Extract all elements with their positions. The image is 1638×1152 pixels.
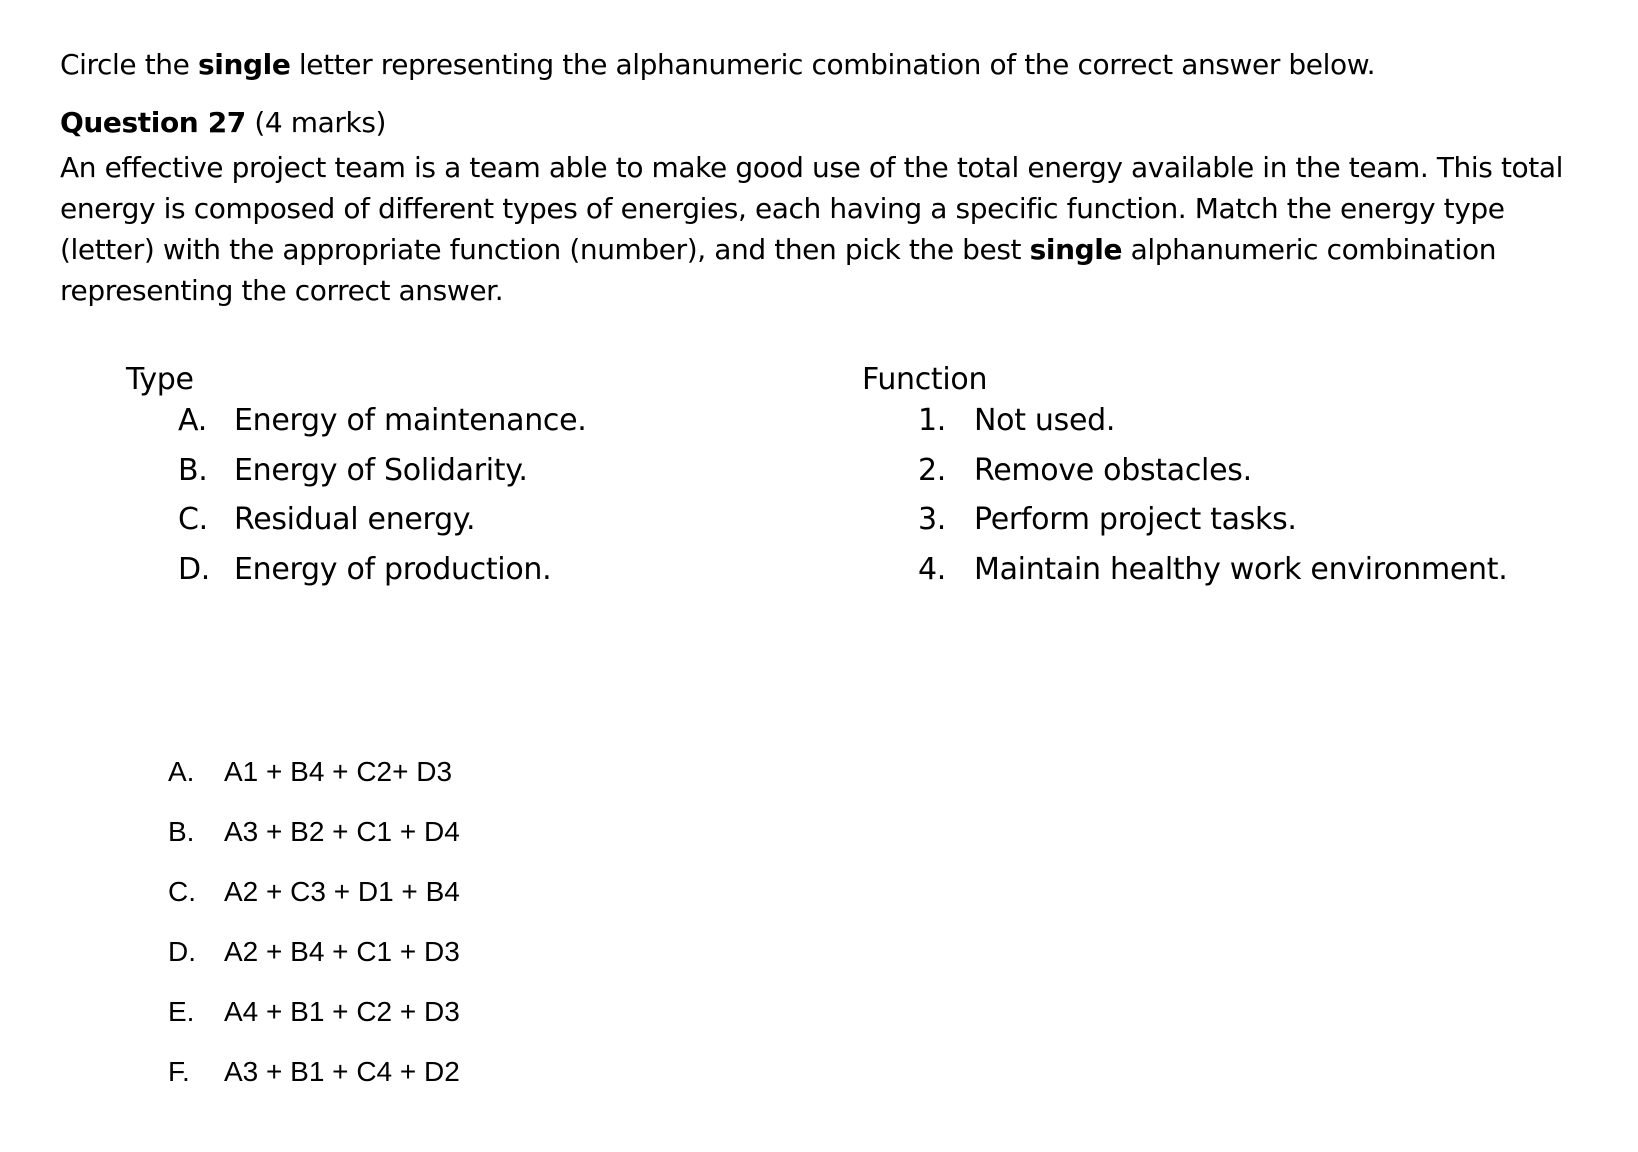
type-item-text: Energy of production.	[234, 552, 552, 587]
type-item-text: Energy of Solidarity.	[234, 453, 528, 488]
answer-option-marker: B.	[168, 816, 195, 847]
function-item-text: Not used.	[974, 403, 1116, 438]
function-item	[918, 552, 1598, 592]
type-item-text: Residual energy.	[234, 502, 476, 537]
question-line: energy is composed of different types of energies, each having a specific function. Match the energy type	[60, 192, 1505, 225]
type-item	[178, 453, 738, 493]
function-column-heading: Function	[862, 362, 988, 397]
question-heading	[60, 106, 386, 139]
function-item-text: Maintain healthy work environment.	[974, 552, 1508, 587]
answer-option-marker: A.	[168, 756, 195, 787]
function-item-marker: 4.	[918, 552, 947, 587]
answer-option-marker: C.	[168, 876, 196, 907]
question-emphasis: single	[1029, 233, 1123, 266]
type-item-marker: A.	[178, 403, 207, 438]
function-item-text: Perform project tasks.	[974, 502, 1297, 537]
answer-option-text: A1 + B4 + C2+ D3	[224, 756, 453, 787]
answer-option-b[interactable]	[168, 816, 608, 852]
question-line: An effective project team is a team able to make good use of the total energy available in the team. This total	[60, 151, 1563, 184]
answer-option-c[interactable]	[168, 876, 608, 912]
answer-option-marker: F.	[168, 1056, 190, 1087]
instruction-text: Circle the single letter representing the alphanumeric combination of the correct answer below.	[60, 48, 1376, 81]
function-item	[918, 502, 1598, 542]
type-column-heading: Type	[126, 362, 194, 397]
answer-option-d[interactable]	[168, 936, 608, 972]
answer-option-f[interactable]	[168, 1056, 608, 1092]
function-item-text: Remove obstacles.	[974, 453, 1252, 488]
type-item	[178, 552, 738, 592]
question-line: (letter) with the appropriate function (number), and then pick the best single alphanumeric combination	[60, 233, 1497, 266]
question-paragraph	[60, 147, 1580, 311]
answer-option-text: A2 + C3 + D1 + B4	[224, 876, 460, 907]
function-item	[918, 453, 1598, 493]
question-title: Question 27	[60, 106, 246, 139]
answer-option-text: A3 + B1 + C4 + D2	[224, 1056, 460, 1087]
type-item-marker: B.	[178, 453, 208, 488]
type-item-text: Energy of maintenance.	[234, 403, 587, 438]
answer-option-e[interactable]	[168, 996, 608, 1032]
answer-option-a[interactable]	[168, 756, 608, 792]
instruction-emphasis: single	[197, 48, 291, 81]
type-item	[178, 502, 738, 542]
type-item-marker: C.	[178, 502, 208, 537]
function-item	[918, 403, 1598, 443]
type-item	[178, 403, 738, 443]
function-item-marker: 3.	[918, 502, 947, 537]
type-item-marker: D.	[178, 552, 211, 587]
answer-option-marker: E.	[168, 996, 195, 1027]
answer-option-text: A3 + B2 + C1 + D4	[224, 816, 460, 847]
question-line: representing the correct answer.	[60, 274, 504, 307]
question-marks: (4 marks)	[245, 106, 387, 139]
answer-option-text: A4 + B1 + C2 + D3	[224, 996, 460, 1027]
function-item-marker: 2.	[918, 453, 947, 488]
function-item-marker: 1.	[918, 403, 947, 438]
answer-option-text: A2 + B4 + C1 + D3	[224, 936, 460, 967]
answer-option-marker: D.	[168, 936, 196, 967]
